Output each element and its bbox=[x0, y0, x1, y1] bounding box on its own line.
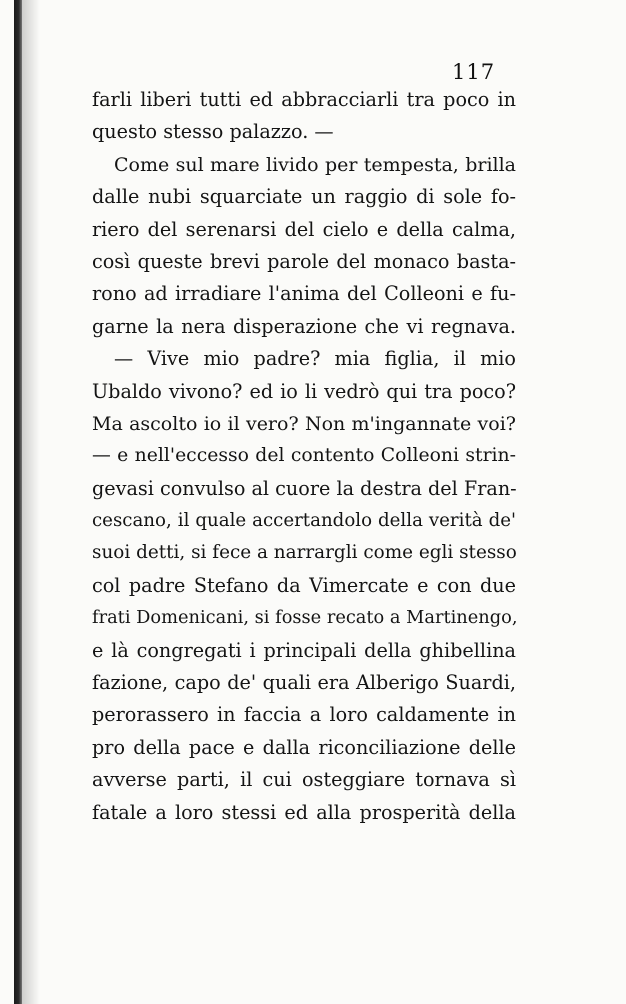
page-number: 117 bbox=[452, 60, 496, 84]
text-line: fatale a loro stessi ed alla prosperità della bbox=[92, 800, 516, 824]
text-line: pro della pace e dalla riconciliazione delle bbox=[92, 735, 516, 759]
text-line: riero del serenarsi del cielo e della calma, bbox=[92, 217, 516, 241]
text-line: fazione, capo de' quali era Alberigo Suardi, bbox=[92, 671, 516, 695]
text-line: Ma ascolto io il vero? Non m'ingannate voi? bbox=[92, 412, 516, 435]
text-line: Ubaldo vivono? ed io li vedrò qui tra poco? bbox=[92, 379, 516, 403]
text-line: dalle nubi squarciate un raggio di sole fo- bbox=[92, 185, 516, 209]
text-line: — e nell'eccesso del contento Colleoni strin- bbox=[92, 445, 516, 467]
text-line: questo stesso palazzo. — bbox=[92, 120, 334, 144]
text-line: farli liberi tutti ed abbracciarli tra poco in bbox=[92, 88, 516, 111]
binding-edge bbox=[14, 0, 22, 1004]
text-line: e là congregati i principali della ghibellina bbox=[92, 638, 516, 662]
text-line: rono ad irradiare l'anima del Colleoni e fu- bbox=[92, 282, 516, 306]
text-line: così queste brevi parole del monaco basta- bbox=[92, 249, 516, 273]
binding-shadow bbox=[22, 0, 40, 1004]
text-line: cescano, il quale accertandolo della verità de' bbox=[92, 510, 516, 532]
text-line: avverse parti, il cui osteggiare tornava sì bbox=[92, 768, 516, 792]
text-line: garne la nera disperazione che vi regnava. bbox=[92, 314, 516, 338]
body-text bbox=[92, 84, 516, 829]
text-line: perorassero in faccia a loro caldamente in bbox=[92, 703, 516, 727]
text-line: col padre Stefano da Vimercate e con due bbox=[92, 573, 516, 597]
text-line: Come sul mare livido per tempesta, brilla bbox=[114, 153, 516, 176]
text-line: — Vive mio padre? mia figlia, il mio bbox=[114, 347, 516, 371]
text-line: frati Domenicani, si fosse recato a Martinengo, bbox=[92, 607, 518, 629]
text-line: suoi detti, si fece a narrargli come egli stesso bbox=[92, 542, 517, 564]
text-line: gevasi convulso al cuore la destra del Fran- bbox=[92, 476, 517, 500]
